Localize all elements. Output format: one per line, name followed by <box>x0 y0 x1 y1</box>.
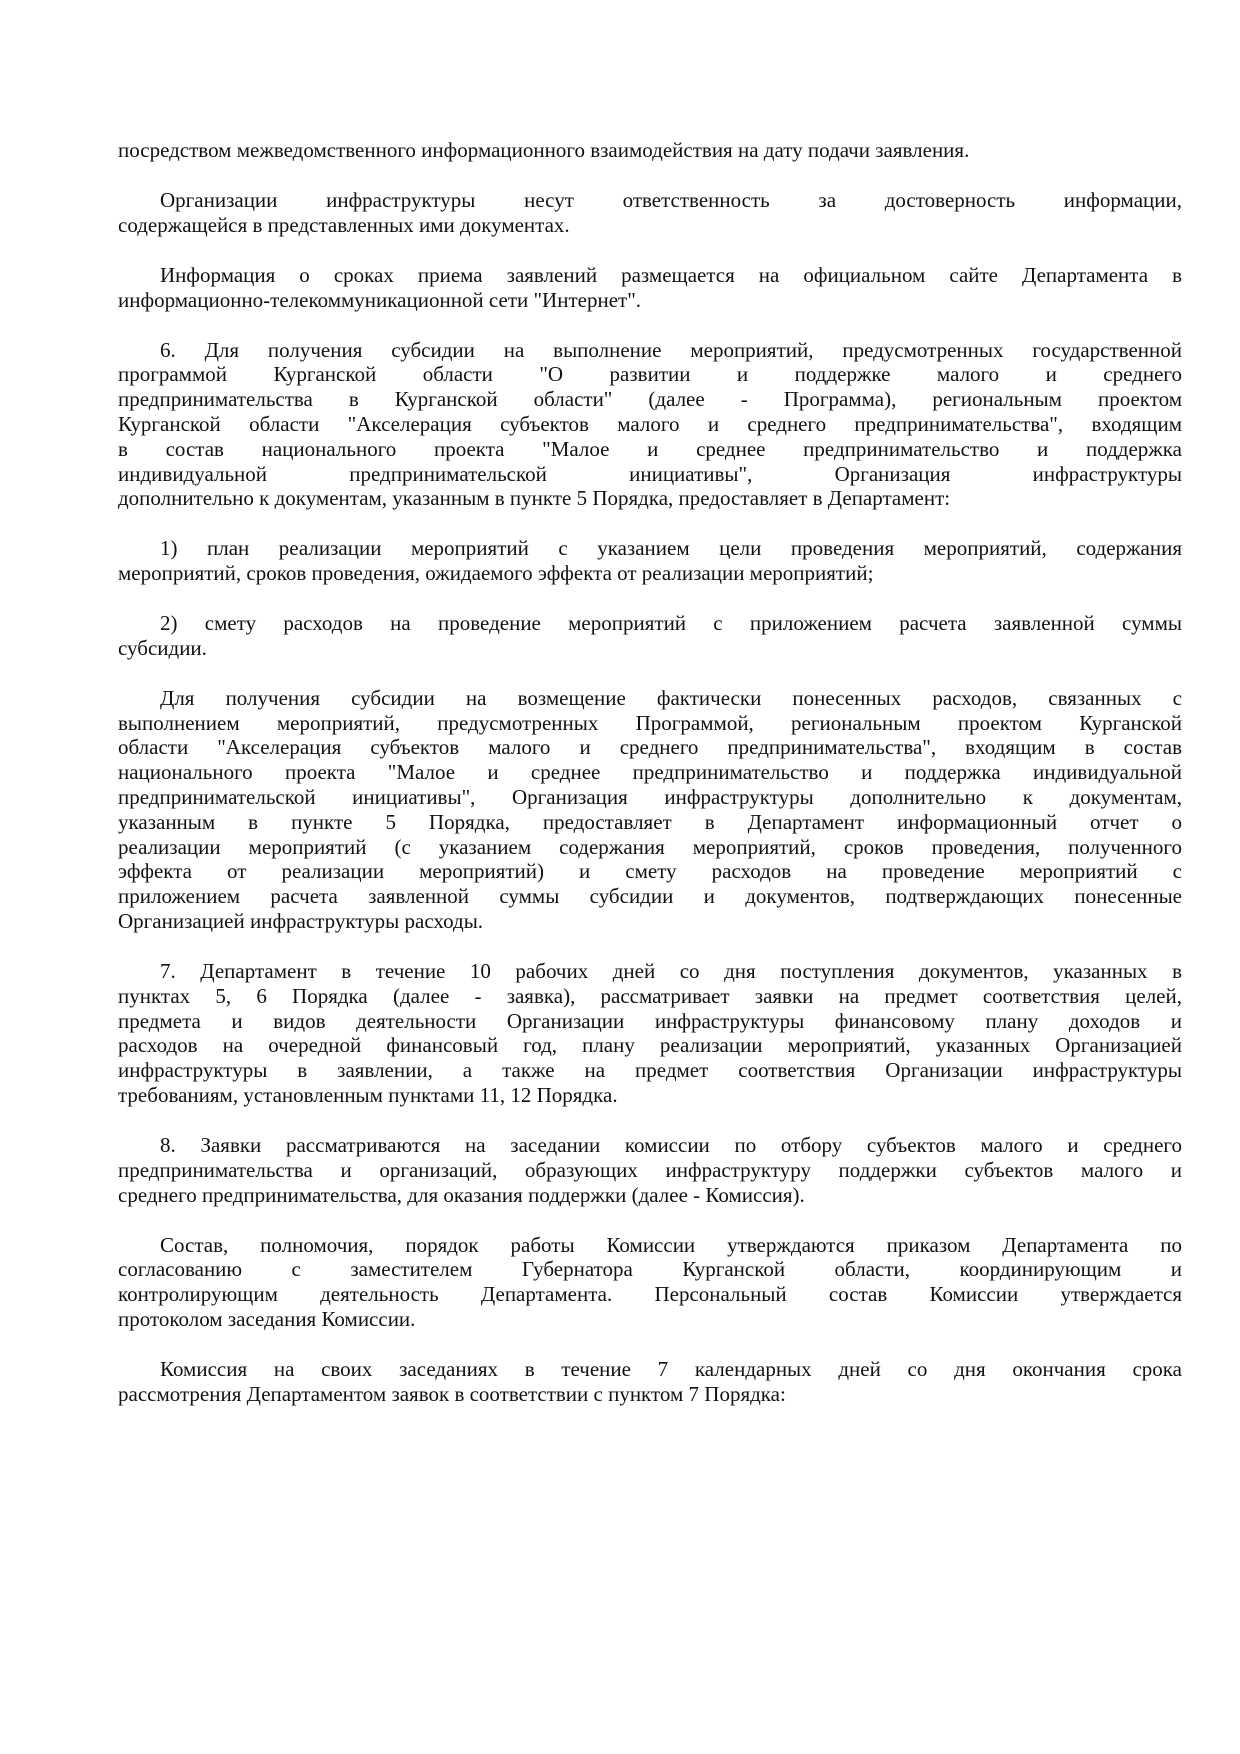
text-line: 1) план реализации мероприятий с указанием цели проведения мероприятий, содержания <box>160 536 1182 561</box>
paragraph <box>118 611 1182 661</box>
paragraph <box>118 1233 1182 1332</box>
text-line: субсидии. <box>118 635 207 660</box>
text-line: протоколом заседания Комиссии. <box>118 1306 416 1331</box>
document-page <box>118 138 1182 1432</box>
text-line: контролирующим деятельность Департамента. Персональный состав Комиссии утверждается <box>118 1282 1182 1307</box>
text-line: рассмотрения Департаментом заявок в соответствии с пунктом 7 Порядка: <box>118 1381 786 1406</box>
text-line: Информация о сроках приема заявлений размещается на официальном сайте Департамента в <box>160 262 1182 287</box>
text-line: среднего предпринимательства, для оказания поддержки (далее - Комиссия). <box>118 1182 805 1207</box>
text-line: Курганской области "Акселерация субъектов малого и среднего предпринимательства", входящим <box>118 411 1182 436</box>
text-line: программой Курганской области "О развитии и поддержке малого и среднего <box>118 362 1182 387</box>
text-line: инфраструктуры в заявлении, а также на предмет соответствия Организации инфраструктуры <box>118 1058 1182 1083</box>
text-line: индивидуальной предпринимательской инициативы", Организация инфраструктуры <box>118 461 1182 486</box>
text-line: информационно-телекоммуникационной сети "Интернет". <box>118 287 642 312</box>
text-line: предмета и видов деятельности Организации инфраструктуры финансовому плану доходов и <box>118 1008 1182 1033</box>
paragraph <box>118 138 1182 163</box>
paragraph <box>118 686 1182 934</box>
text-line: реализации мероприятий (с указанием содержания мероприятий, сроков проведения, полученного <box>118 834 1182 859</box>
text-line: 6. Для получения субсидии на выполнение мероприятий, предусмотренных государственной <box>160 337 1182 362</box>
text-line: требованиям, установленным пунктами 11, 12 Порядка. <box>118 1083 618 1108</box>
text-line: посредством межведомственного информационного взаимодействия на дату подачи заявления. <box>118 138 970 162</box>
text-line: указанным в пункте 5 Порядка, предоставляет в Департамент информационный отчет о <box>118 809 1182 834</box>
text-line: предпринимательства в Курганской области" (далее - Программа), региональным проектом <box>118 387 1182 412</box>
text-line: предпринимательства и организаций, образующих инфраструктуру поддержки субъектов малого и <box>118 1157 1182 1182</box>
text-line: эффекта от реализации мероприятий) и смету расходов на проведение мероприятий с <box>118 859 1182 884</box>
text-line: национального проекта "Малое и среднее предпринимательство и поддержка индивидуальной <box>118 760 1182 785</box>
text-line: приложением расчета заявленной суммы субсидии и документов, подтверждающих понесенные <box>118 884 1182 909</box>
paragraph <box>118 959 1182 1108</box>
paragraph <box>118 1357 1182 1407</box>
text-line: 8. Заявки рассматриваются на заседании комиссии по отбору субъектов малого и среднего <box>160 1133 1182 1157</box>
text-line: Организации инфраструктуры несут ответственность за достоверность информации, <box>160 187 1182 212</box>
text-line: 2) смету расходов на проведение мероприятий с приложением расчета заявленной суммы <box>160 611 1182 636</box>
text-line: пунктах 5, 6 Порядка (далее - заявка), рассматривает заявки на предмет соответствия целей, <box>118 983 1182 1008</box>
text-line: предпринимательской инициативы", Организация инфраструктуры дополнительно к документам, <box>118 785 1182 810</box>
text-line: выполнением мероприятий, предусмотренных Программой, региональным проектом Курганской <box>118 710 1182 735</box>
text-line: Состав, полномочия, порядок работы Комиссии утверждаются приказом Департамента по <box>160 1232 1182 1257</box>
text-line: мероприятий, сроков проведения, ожидаемого эффекта от реализации мероприятий; <box>118 561 874 586</box>
paragraph <box>118 263 1182 313</box>
text-line: Комиссия на своих заседаниях в течение 7 календарных дней со дня окончания срока <box>160 1356 1182 1381</box>
text-line: дополнительно к документам, указанным в пункте 5 Порядка, предоставляет в Департамент: <box>118 486 951 511</box>
text-line: области "Акселерация субъектов малого и среднего предпринимательства", входящим в состав <box>118 735 1182 760</box>
text-line: Организацией инфраструктуры расходы. <box>118 909 484 934</box>
paragraph <box>118 1133 1182 1207</box>
text-line: содержащейся в представленных ими документах. <box>118 212 570 237</box>
text-line: в состав национального проекта "Малое и среднее предпринимательство и поддержка <box>118 436 1182 461</box>
text-line: Для получения субсидии на возмещение фактически понесенных расходов, связанных с <box>160 685 1182 710</box>
text-line: 7. Департамент в течение 10 рабочих дней со дня поступления документов, указанных в <box>160 959 1182 984</box>
paragraph <box>118 338 1182 512</box>
text-line: согласованию с заместителем Губернатора Курганской области, координирующим и <box>118 1257 1182 1282</box>
paragraph <box>118 536 1182 586</box>
paragraph <box>118 188 1182 238</box>
text-line: расходов на очередной финансовый год, плану реализации мероприятий, указанных Организацией <box>118 1033 1182 1058</box>
